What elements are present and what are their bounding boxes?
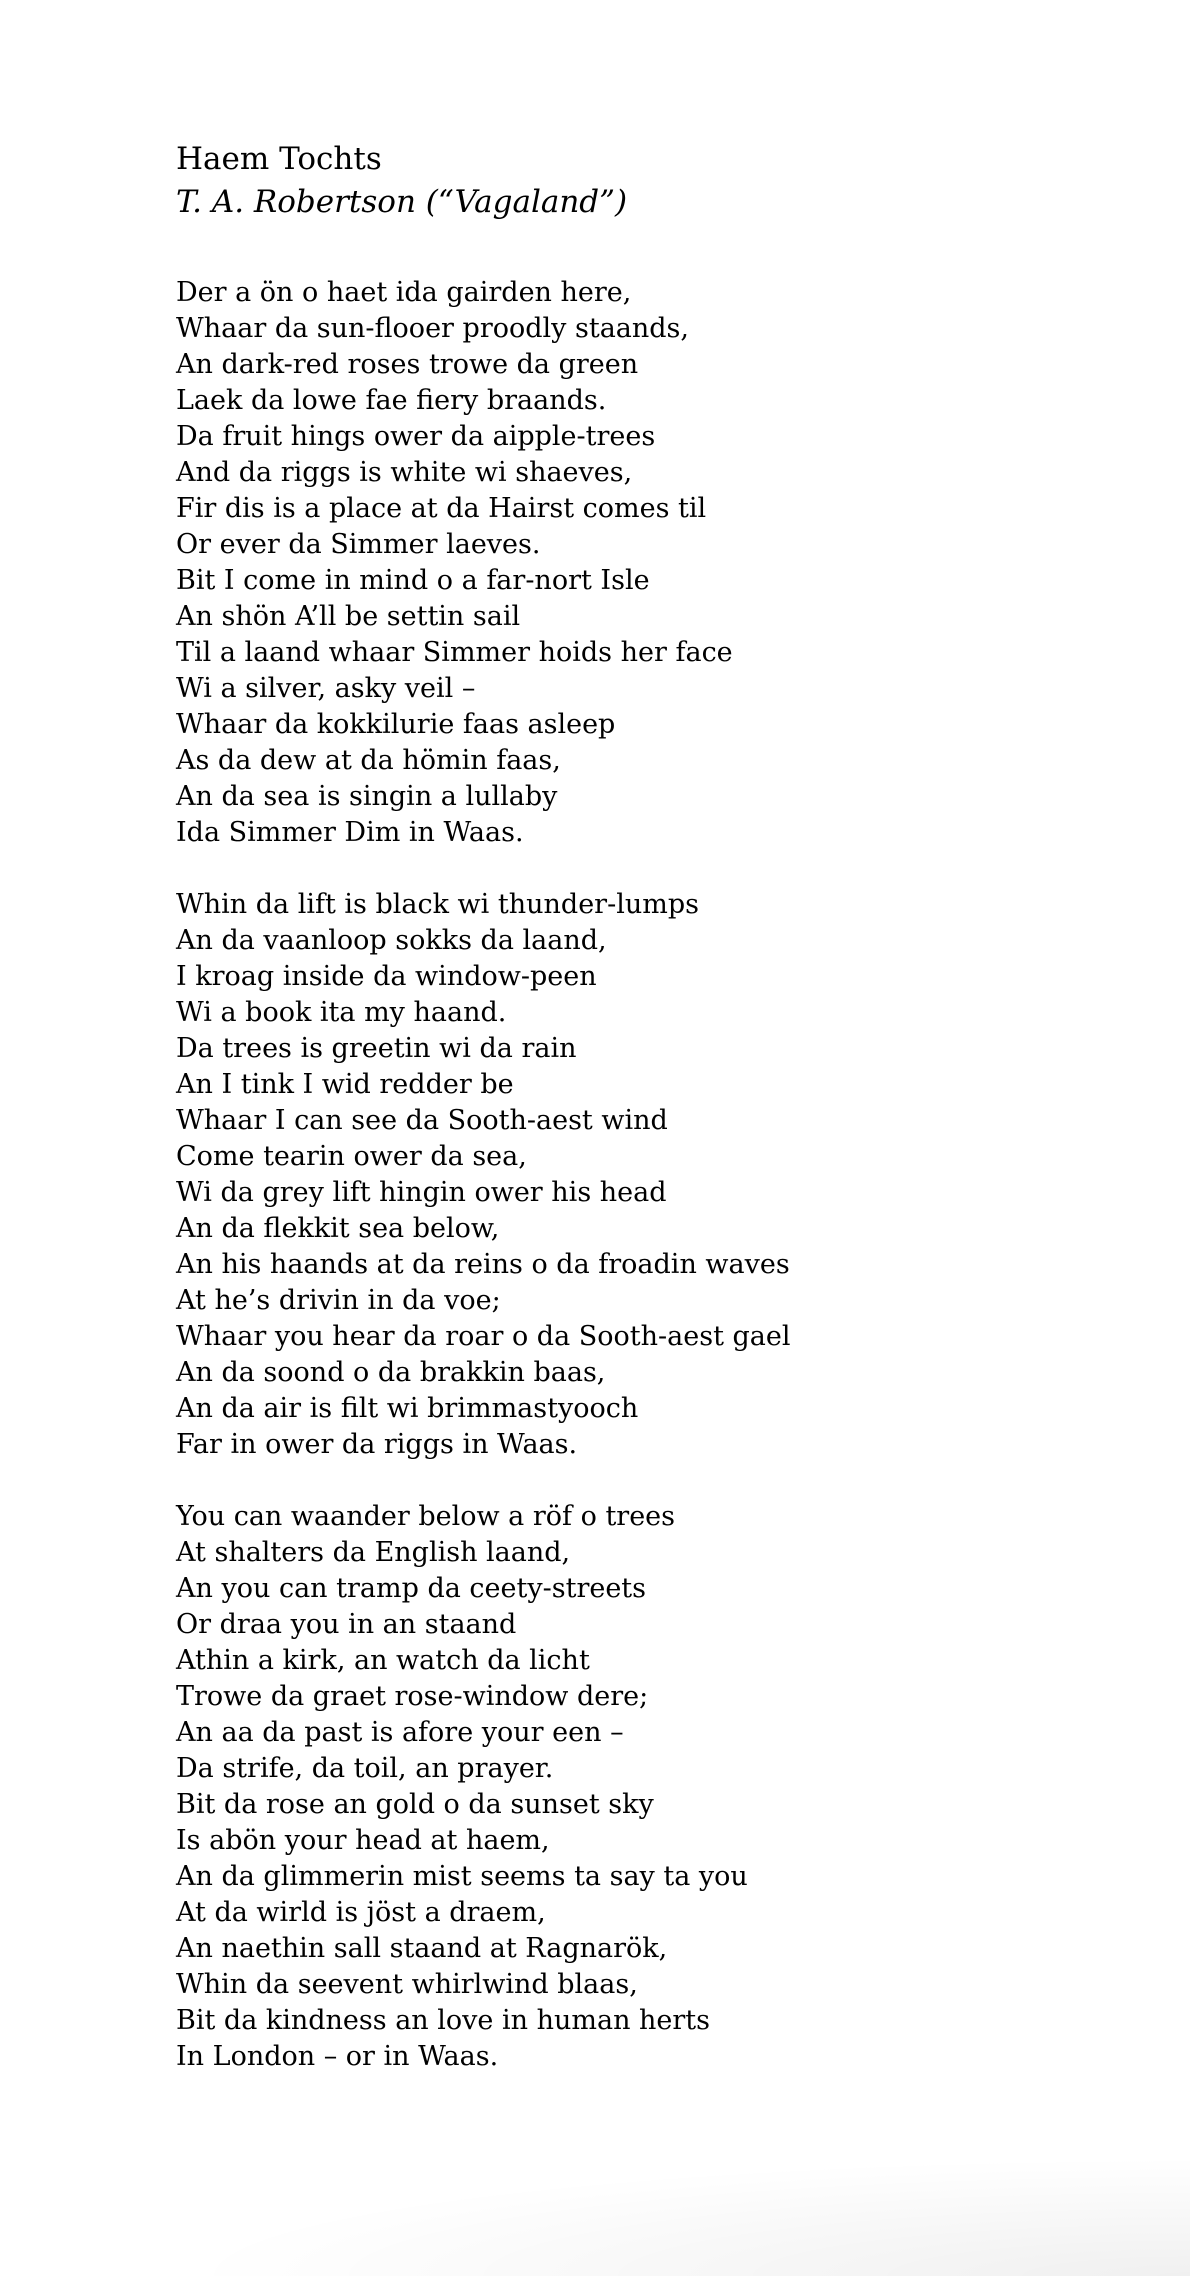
poem-line: Wi a silver, asky veil – <box>176 673 476 704</box>
poem-line: At da wirld is jöst a draem, <box>176 1897 546 1928</box>
poem-line: I kroag inside da window-peen <box>176 961 597 992</box>
poem-line: And da riggs is white wi shaeves, <box>176 457 633 488</box>
poem-body <box>176 275 1076 2075</box>
poem-line: An naethin sall staand at Ragnarök, <box>176 1933 668 1964</box>
poem-line: In London – or in Waas. <box>176 2041 499 2072</box>
poem-line: An da glimmerin mist seems ta say ta you <box>176 1861 748 1892</box>
poem-line: Is abön your head at haem, <box>176 1825 550 1856</box>
poem-line: At he’s drivin in da voe; <box>176 1285 501 1316</box>
poem-line: Whaar da sun-flooer proodly staands, <box>176 313 689 344</box>
stanza-1 <box>176 275 1076 851</box>
poem-line: An aa da past is afore your een – <box>176 1717 624 1748</box>
poem-line: Da fruit hings ower da aipple-trees <box>176 421 656 452</box>
poem-line: An da soond o da brakkin baas, <box>176 1357 606 1388</box>
poem-line: Come tearin ower da sea, <box>176 1141 527 1172</box>
poem-line: Ida Simmer Dim in Waas. <box>176 817 524 848</box>
stanza-2 <box>176 887 1076 1463</box>
poem-line: Bit da kindness an love in human herts <box>176 2005 711 2036</box>
poem-line: An da sea is singin a lullaby <box>176 781 558 812</box>
poem-line: An da vaanloop sokks da laand, <box>176 925 607 956</box>
poem-line: Whin da lift is black wi thunder-lumps <box>176 889 699 920</box>
poem-line: Trowe da graet rose-window dere; <box>176 1681 649 1712</box>
poem-line: Or draa you in an staand <box>176 1609 517 1640</box>
poem-line: Bit I come in mind o a far-nort Isle <box>176 565 650 596</box>
poem-line: An shön A’ll be settin sail <box>176 601 521 632</box>
poem-line: Fir dis is a place at da Hairst comes til <box>176 493 707 524</box>
poem-line: An you can tramp da ceety-streets <box>176 1573 647 1604</box>
poem-line: An I tink I wid redder be <box>176 1069 514 1100</box>
poem-line: Whaar I can see da Sooth-aest wind <box>176 1105 668 1136</box>
poem-title: Haem Tochts <box>176 141 382 177</box>
poem-line: Whin da seevent whirlwind blaas, <box>176 1969 638 2000</box>
poem-line: Whaar you hear da roar o da Sooth-aest gael <box>176 1321 791 1352</box>
poem-line: Bit da rose an gold o da sunset sky <box>176 1789 654 1820</box>
page-shadow <box>0 2136 1190 2276</box>
poem-line: Til a laand whaar Simmer hoids her face <box>176 637 733 668</box>
poem-line: Da trees is greetin wi da rain <box>176 1033 577 1064</box>
poem-author: T. A. Robertson (“Vagaland”) <box>176 184 628 220</box>
poem-line: Da strife, da toil, an prayer. <box>176 1753 554 1784</box>
poem-line: Laek da lowe fae fiery braands. <box>176 385 607 416</box>
poem-line: An da flekkit sea below, <box>176 1213 500 1244</box>
poem-line: As da dew at da hömin faas, <box>176 745 561 776</box>
poem-line: Whaar da kokkilurie faas asleep <box>176 709 616 740</box>
poem-line: Or ever da Simmer laeves. <box>176 529 541 560</box>
poem-line: An his haands at da reins o da froadin waves <box>176 1249 790 1280</box>
poem-line: Der a ön o haet ida gairden here, <box>176 277 632 308</box>
poem-line: Athin a kirk, an watch da licht <box>176 1645 590 1676</box>
stanza-3 <box>176 1499 1076 2075</box>
poem-line: An dark-red roses trowe da green <box>176 349 639 380</box>
poem-line: You can waander below a röf o trees <box>176 1501 676 1532</box>
poem-line: An da air is filt wi brimmastyooch <box>176 1393 639 1424</box>
poem-line: Wi da grey lift hingin ower his head <box>176 1177 667 1208</box>
poem-line: At shalters da English laand, <box>176 1537 571 1568</box>
poem-line: Wi a book ita my haand. <box>176 997 507 1028</box>
document-page <box>176 138 1076 2111</box>
poem-line: Far in ower da riggs in Waas. <box>176 1429 578 1460</box>
